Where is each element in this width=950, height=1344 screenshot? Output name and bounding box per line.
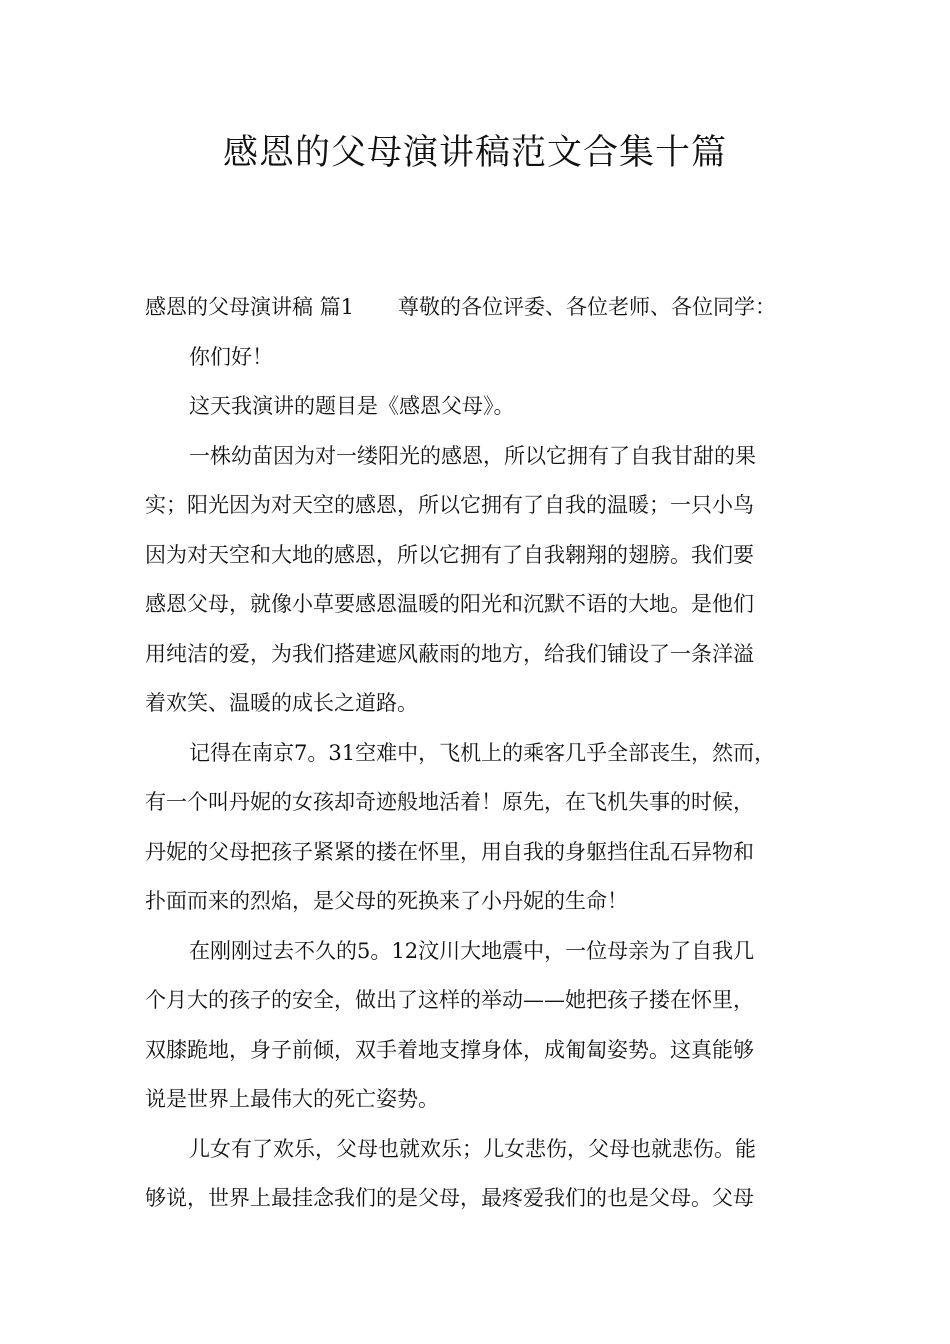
paragraph xyxy=(145,927,825,1125)
paragraph xyxy=(145,333,825,383)
paragraph-line: 扑面而来的烈焰，是父母的死换来了小丹妮的生命！ xyxy=(145,889,628,913)
paragraph xyxy=(145,1125,825,1224)
paragraph-line: 丹妮的父母把孩子紧紧的搂在怀里，用自我的身躯挡住乱石异物和 xyxy=(145,839,754,864)
paragraph-line: 说是世界上最伟大的死亡姿势。 xyxy=(145,1087,439,1111)
section-label: 感恩的父母演讲稿 篇1 xyxy=(145,295,355,319)
paragraph xyxy=(145,382,825,432)
paragraph-line: 着欢笑、温暖的成长之道路。 xyxy=(145,691,418,715)
paragraph xyxy=(145,729,825,927)
section-heading-line xyxy=(145,283,825,333)
paragraph-line: 用纯洁的爱，为我们搭建遮风蔽雨的地方，给我们铺设了一条洋溢 xyxy=(145,641,754,666)
paragraph xyxy=(145,432,825,729)
paragraph-line: 因为对天空和大地的感恩，所以它拥有了自我翱翔的翅膀。我们要 xyxy=(145,542,754,567)
paragraph-line: 感恩父母，就像小草要感恩温暖的阳光和沉默不语的大地。是他们 xyxy=(145,592,754,616)
salutation: 尊敬的各位评委、各位老师、各位同学： xyxy=(398,295,777,319)
paragraph-line: 你们好！ xyxy=(189,344,273,369)
paragraph-line: 记得在南京7。31空难中，飞机上的乘客几乎全部丧生，然而， xyxy=(189,740,776,765)
paragraph-line: 够说，世界上最挂念我们的是父母，最疼爱我们的也是父母。父母 xyxy=(145,1186,754,1210)
paragraph-line: 这天我演讲的题目是《感恩父母》。 xyxy=(189,394,515,418)
document-body xyxy=(145,283,825,1224)
paragraph-line: 在刚刚过去不久的5。12汶川大地震中，一位母亲为了自我几 xyxy=(189,938,755,963)
paragraph-line: 双膝跪地，身子前倾，双手着地支撑身体，成匍匐姿势。这真能够 xyxy=(145,1037,754,1062)
paragraph-line: 一株幼苗因为对一缕阳光的感恩，所以它拥有了自我甘甜的果 xyxy=(189,443,756,468)
document-title: 感恩的父母演讲稿范文合集十篇 xyxy=(222,133,727,173)
paragraph-line: 个月大的孩子的安全，做出了这样的举动——她把孩子搂在怀里， xyxy=(145,988,754,1012)
paragraph-line: 儿女有了欢乐，父母也就欢乐；儿女悲伤，父母也就悲伤。能 xyxy=(189,1136,756,1161)
paragraph-line: 有一个叫丹妮的女孩却奇迹般地活着！原先，在飞机失事的时候， xyxy=(145,790,754,814)
paragraph-line: 实；阳光因为对天空的感恩，所以它拥有了自我的温暖；一只小鸟 xyxy=(145,493,754,517)
